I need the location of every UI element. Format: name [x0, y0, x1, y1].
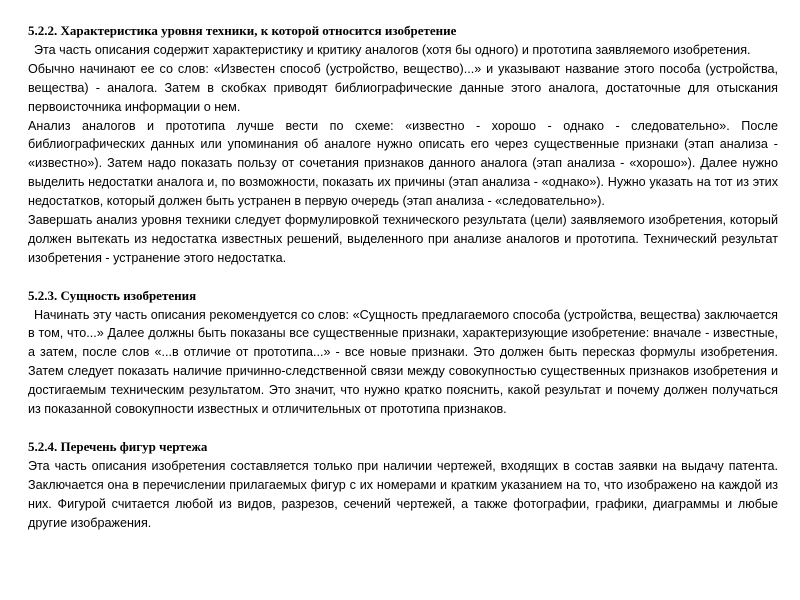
paragraph: Начинать эту часть описания рекомендуется со слов: «Сущность предлагаемого способа (устройства, вещества) заключается в том, что...» Далее должны быть показаны все существенные признаки, характеризующие изобретение: вначале - известные, а затем, после слов «...в отличие от прототипа...» - все новые признаки. Это должен быть пересказ формулы изобретения. Затем следует показать наличие причинно-следственной связи между совокупностью существенных признаков изобретения и достигаемым техническим результатом. Это значит, что нужно кратко пояснить, какой результат и почему должен получаться из показанной совокупности известных и отличительных от прототипа признаков. — [28, 307, 778, 417]
document-page — [28, 22, 778, 532]
paragraph: Обычно начинают ее со слов: «Известен способ (устройство, вещество)...» и указывают название этого пособа (устройства, вещества) - аналога. Затем в скобках приводят библиографические данные этого аналога, достаточные для отыскания первоисточника информации о нем. — [28, 61, 778, 114]
paragraph: Завершать анализ уровня техники следует формулировкой технического результата (цели) заявляемого изобретения, который должен вытекать из недостатка известных решений, выделенного при анализе аналогов и прототипа. Технический результат изобретения - устранение этого недостатка. — [28, 213, 778, 265]
section-gap — [28, 268, 778, 287]
section-gap — [28, 419, 778, 438]
section-title-5-2-3: 5.2.3. Сущность изобретения — [28, 287, 197, 303]
paragraph: Эта часть описания содержит характеристику и критику аналогов (хотя бы одного) и прототипа заявляемого изобретения. — [34, 42, 751, 57]
section-title-5-2-4: 5.2.4. Перечень фигур чертежа — [28, 438, 208, 454]
paragraph: Эта часть описания изобретения составляется только при наличии чертежей, входящих в состав заявки на выдачу патента. Заключается она в перечислении прилагаемых фигур с их номерами и кратким указанием на то, что изображено на каждой из них. Фигурой считается любой из видов, разрезов, сечений чертежей, а также фотографии, графики, диаграммы и любые другие изображения. — [28, 458, 778, 530]
section-title-5-2-2: 5.2.2. Характеристика уровня техники, к которой относится изобретение — [28, 23, 457, 38]
paragraph: Анализ аналогов и прототипа лучше вести по схеме: «известно - хорошо - однако - следовательно». После библиографических данных или упоминания об аналоге нужно описать его через существенные признаки (этап анализа - «известно»). Затем надо показать пользу от сочетания признаков данного аналога (этап анализа - «хорошо»). Далее нужно выделить недостатки аналога и, по возможности, показать их причины (этап анализа - «однако»). Нужно указать на тот из этих недостатков, который должен быть устранен в первую очередь (этап анализа - «следовательно»). — [28, 118, 778, 209]
